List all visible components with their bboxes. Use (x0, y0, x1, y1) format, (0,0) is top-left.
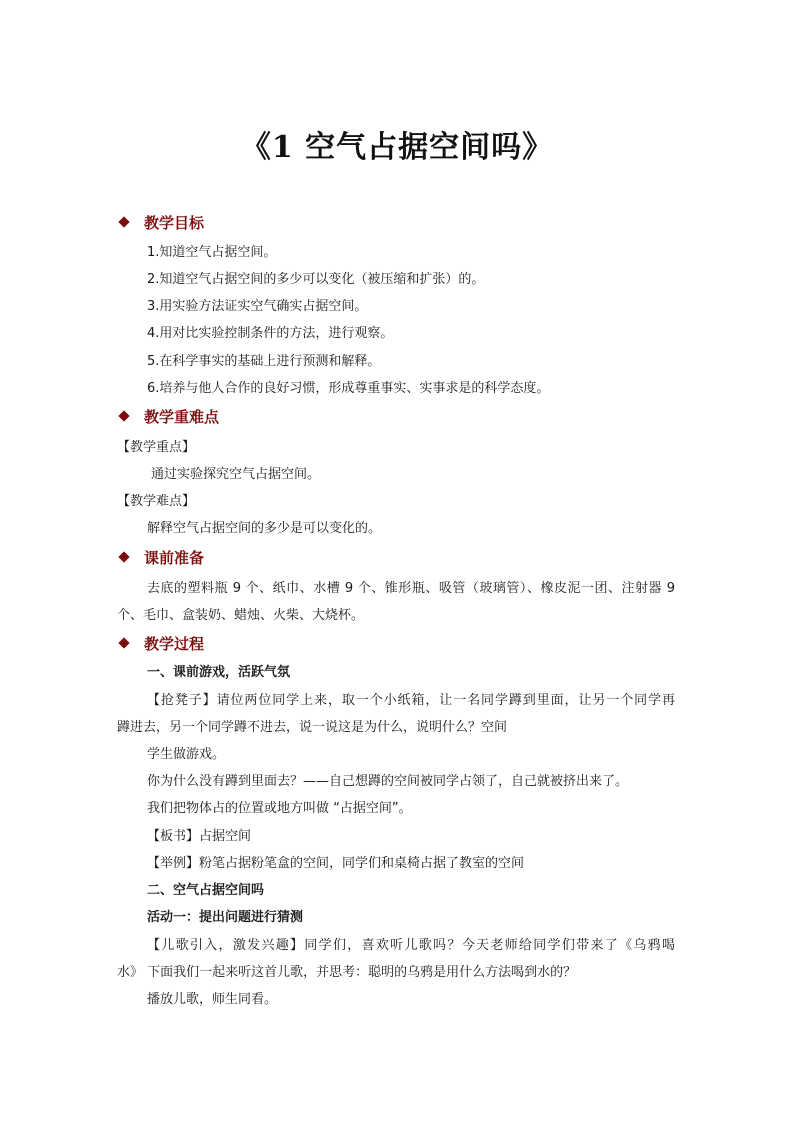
goal-item: 1.知道空气占据空间。 (147, 245, 277, 260)
goal-item: 3.用实验方法证实空气确实占据空间。 (147, 299, 368, 314)
paragraph-line: 【板书】占据空间 (147, 829, 252, 844)
paragraph-line: 播放儿歌，师生同看。 (147, 992, 278, 1007)
paragraph-line: 水》 下面我们一起来听这首儿歌，并思考：聪明的乌鸦是用什么方法喝到水的？ (117, 965, 577, 980)
section-heading-keypoints: 教学重难点 (120, 407, 219, 427)
subsection-title: 二、空气占据空间吗 (147, 883, 265, 898)
key-point-label: 【教学重点】 (117, 440, 196, 455)
paragraph-line: 蹲进去，另一个同学蹲不进去，说一说这是为什么，说明什么？空间 (117, 720, 508, 735)
diamond-bullet-icon (118, 551, 129, 562)
goal-item: 2.知道空气占据空间的多少可以变化（被压缩和扩张）的。 (147, 272, 485, 287)
goal-item: 4.用对比实验控制条件的方法，进行观察。 (147, 326, 394, 341)
activity-title: 活动一：提出问题进行猜测 (147, 910, 304, 925)
paragraph-line: 【抢凳子】请位两位同学上来，取一个小纸箱，让一名同学蹲到里面，让另一个同学再 (147, 693, 675, 708)
difficult-point-label: 【教学难点】 (117, 494, 196, 509)
subsection-title: 一、课前游戏，活跃气氛 (147, 665, 291, 680)
paragraph-line: 【儿歌引入，激发兴趣】同学们，喜欢听儿歌吗？今天老师给同学们带来了《乌鸦喝 (147, 938, 675, 953)
section-heading-process: 教学过程 (120, 634, 204, 654)
diamond-bullet-icon (118, 216, 129, 227)
paragraph-line: 你为什么没有蹲到里面去？——自己想蹲的空间被同学占领了，自己就被挤出来了。 (147, 774, 629, 789)
prep-text: 个、毛巾、盒装奶、蜡烛、火柴、大烧杯。 (117, 608, 365, 623)
diamond-bullet-icon (118, 410, 129, 421)
difficult-point-text: 解释空气占据空间的多少是可以变化的。 (147, 521, 382, 536)
prep-text: 去底的塑料瓶 9 个、纸巾、水槽 9 个、锥形瓶、吸管（玻璃管）、橡皮泥一团、注射器 9 (147, 581, 675, 596)
page-title: 《1 空气占据空间吗》 (240, 130, 554, 165)
paragraph-line: 我们把物体占的位置或地方叫做 “占据空间”。 (147, 801, 412, 816)
key-point-text: 通过实验探究空气占据空间。 (151, 467, 321, 482)
paragraph-line: 学生做游戏。 (147, 747, 226, 762)
section-heading-prep: 课前准备 (120, 548, 204, 568)
diamond-bullet-icon (118, 637, 129, 648)
goal-item: 6.培养与他人合作的良好习惯，形成尊重事实、实事求是的科学态度。 (147, 381, 550, 396)
section-heading-goals: 教学目标 (120, 213, 204, 233)
paragraph-line: 【举例】粉笔占据粉笔盒的空间，同学们和桌椅占据了教室的空间 (147, 856, 525, 871)
goal-item: 5.在科学事实的基础上进行预测和解释。 (147, 354, 381, 369)
